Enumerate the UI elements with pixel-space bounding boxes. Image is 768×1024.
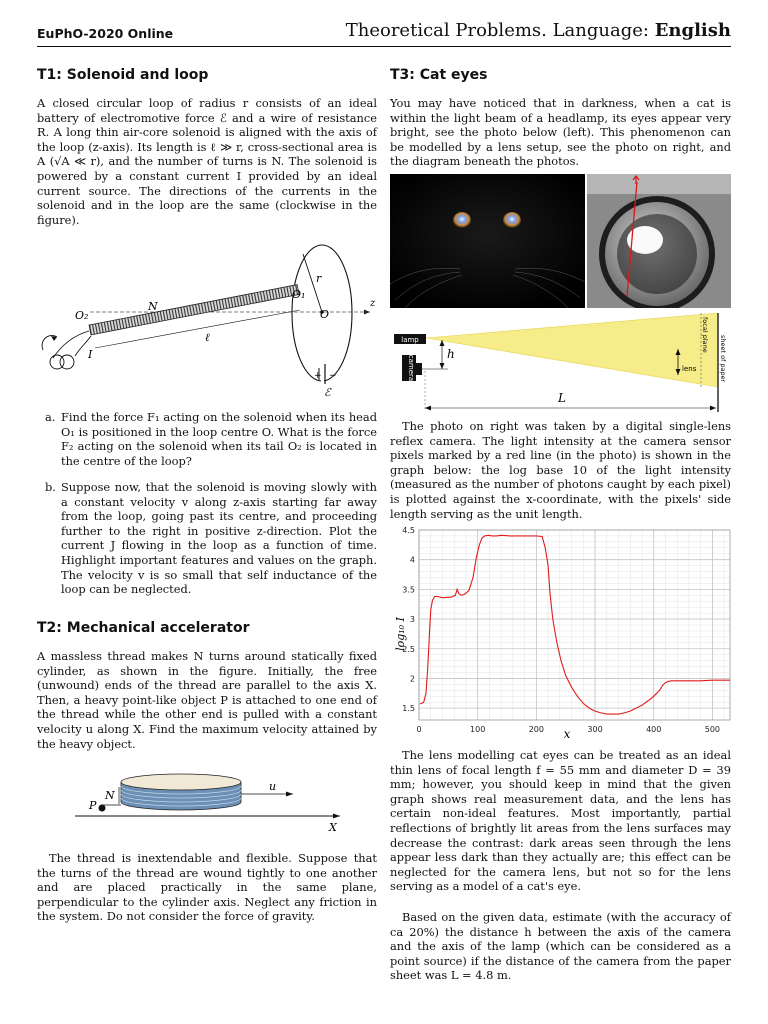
x-tick-label: 100	[470, 725, 486, 734]
label-plus: +	[314, 371, 322, 381]
lamp-label: lamp	[401, 336, 419, 344]
t2-title: T2: Mechanical accelerator	[37, 620, 250, 636]
t3-p2: The photo on right was taken by a digital single-lens reflex camera. The light intensity at the camera sensor pixels marked by a red line (in the photo) is shown in the graph below: the log base 10 of the light intensity (measured as the number of photons caught by each pixel) is plotted against the x-coordinate, with the pixels' side length serving as the unit length.	[390, 419, 731, 521]
t2-p2: The thread is inextendable and flexible. Suppose that the turns of the thread are wound tightly to one another and are placed practically in the same plane, perpendicular to the cylinder axis. Neglect any friction in the system. Do not consider the force of gravity.	[37, 851, 377, 924]
label-o2: O₂	[75, 309, 89, 322]
y-tick-label: 4	[409, 555, 415, 565]
cylinder-figure	[75, 768, 350, 838]
label-u: u	[269, 780, 277, 793]
heading-language: English	[654, 20, 731, 41]
item-a-marker: a.	[45, 410, 56, 424]
t3-p1: You may have noticed that in darkness, when a cat is within the light beam of a headlamp, its eyes appear very bright, see the photo below (left). This phenomenon can be modelled by a lens setup, see the photo on right, and the diagram beneath the photos.	[390, 96, 731, 169]
t2-p1: A massless thread makes N turns around statically fixed cylinder, as shown in the figure. Initially, the free (unwound) ends of the thread are parallel to the axis X. Then, a heavy point-like object P is attached to one end of the thread while the other end is pulled with a constant velocity u along X. Find the maximum velocity attained by the heavy object.	[37, 649, 377, 751]
chart-ticks	[402, 526, 720, 734]
heading-prefix: Theoretical Problems. Language:	[345, 20, 649, 41]
t3-title: T3: Cat eyes	[390, 67, 488, 83]
y-tick-label: 3.5	[402, 585, 415, 595]
label-l: ℓ	[205, 331, 210, 344]
solenoid-loop-figure	[35, 240, 380, 400]
t1-item-b	[45, 480, 377, 597]
item-b-text: Suppose now, that the solenoid is moving slowly with a constant velocity v along z-axis starting far away from the loop, going past its centre, and proceeding further to the right in positive z-direction. Plot the current J flowing in the loop as a function of time. Highlight important features and values on the graph. The velocity v is so small that self inductance of the loop can be neglected.	[61, 480, 377, 597]
label-p: P	[89, 799, 97, 812]
x-tick-label: 200	[528, 725, 544, 734]
chart-xlabel: x	[563, 727, 571, 741]
y-tick-label: 4.5	[402, 526, 415, 535]
y-tick-label: 2.5	[402, 644, 415, 654]
t3-p3: The lens modelling cat eyes can be treated as an ideal thin lens of focal length f = 55 mm and diameter D = 39 mm; however, you should keep in mind that the given graph shows real measurement data, and the lens has certain non-ideal features. Most importantly, partial reflections of brightly lit areas from the lens surfaces may decrease the contrast: dark areas seen through the lens appear less dark than they actually are; this effect can be neglected for the camera lens, but not so for the lens serving as a model of a cat's eye.	[390, 748, 731, 894]
label-o1: O₁	[292, 288, 306, 301]
h-label: h	[447, 347, 455, 361]
t3-p4: Based on the given data, estimate (with the accuracy of ca 20%) the distance h between the axis of the camera and the axis of the lamp (which can be considered as a point source) if the distance of the camera from the paper sheet was L = 4.8 m.	[390, 910, 731, 983]
series-line	[420, 535, 730, 714]
x-tick-label: 400	[646, 725, 662, 734]
y-tick-label: 2	[409, 674, 415, 684]
y-tick-label: 1.5	[402, 704, 415, 714]
x-tick-label: 500	[704, 725, 721, 734]
x-tick-label: 300	[587, 725, 603, 734]
t1-intro: A closed circular loop of radius r consists of an ideal battery of electromotive force ℰ and a wire of resistance R. A long thin air-core solenoid is aligned with the axis of the loop (z-axis). Its length is ℓ ≫ r, cross-sectional area is A (√A ≪ r), and the number of turns is N. The solenoid is powered by a constant current I provided by an ideal current source. The directions of the currents in the solenoid and in the loop are the same (clockwise in the figure).	[37, 96, 377, 227]
x-tick-label: 0	[416, 725, 422, 734]
label-n: N	[148, 300, 158, 313]
item-b-marker: b.	[45, 480, 56, 494]
label-o: O	[320, 308, 330, 321]
label-i: I	[88, 348, 93, 361]
lens-setup-photo	[587, 174, 731, 308]
cat-eyes-photo	[390, 174, 585, 308]
y-tick-label: 3	[409, 615, 415, 625]
focal-plane-label: focal plane	[701, 317, 709, 353]
label-r: r	[316, 272, 322, 285]
item-a-text: Find the force F₁ acting on the solenoid when its head O₁ is positioned in the loop centre O. What is the force F₂ acting on the solenoid when its tail O₂ is located in the centre of the loop?	[61, 410, 377, 468]
label-z: z	[370, 298, 376, 309]
page-heading	[346, 20, 731, 41]
sheet-label: sheet of paper	[719, 335, 727, 383]
t1-item-a	[45, 410, 377, 468]
chart-ylabel: log₁₀ I	[394, 617, 407, 651]
setup-diagram	[390, 313, 735, 413]
t1-title: T1: Solenoid and loop	[37, 67, 209, 83]
label-minus: −	[329, 371, 337, 381]
lens-label: lens	[682, 365, 697, 373]
label-n-turns: N	[105, 789, 115, 802]
event-name: EuPhO-2020 Online	[37, 26, 174, 41]
label-x: X	[329, 821, 337, 834]
camera-label: camera	[407, 354, 415, 382]
l-distance-label: L	[558, 391, 566, 405]
intensity-chart	[390, 524, 735, 749]
label-emf: ℰ	[324, 386, 331, 399]
header-rule	[37, 46, 731, 47]
chart-series	[420, 535, 730, 714]
